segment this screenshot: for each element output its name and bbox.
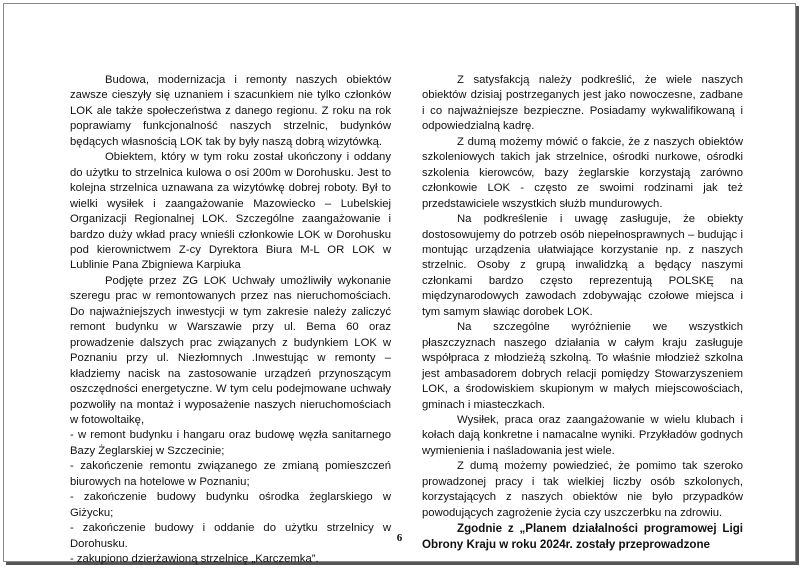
- paragraph: - zakończenie remontu związanego ze zmianą pomieszczeń biurowych na hotelowe w Poznaniu;: [70, 460, 391, 488]
- paragraph: - zakupiono dzierżawioną strzelnicę „Karczemka”.: [70, 553, 319, 566]
- paragraph: Na podkreślenie i uwagę zasługuje, że obiekty dostosowujemy do potrzeb osób niepełnosprawnych – budując i montując urządzenia ułatwiające korzystanie np. z naszych strzelnic. Osoby z grupą inwalidzką a będący naszymi członkami bardzo często reprezentują POLSKĘ na międzynarodowych zawodach zdobywając czołowe miejsca i tym samym sławiąc dorobek LOK.: [422, 213, 743, 318]
- page-frame: [3, 3, 796, 566]
- right-text-column: [422, 73, 743, 552]
- paragraph: Wysiłek, praca oraz zaangażowanie w wielu klubach i kołach dają konkretne i namacalne wyniki. Przykładów godnych wymienienia i naśladowania jest wiele.: [422, 413, 743, 457]
- paragraph: Zgodnie z „Planem działalności programowej Ligi Obrony Kraju w roku 2024r. zostały przeprowadzone: [422, 522, 743, 551]
- left-text-column: [70, 73, 391, 568]
- paragraph: Podjęte przez ZG LOK Uchwały umożliwiły wykonanie szeregu prac w remontowanych przez nas nieruchomościach. Do najważniejszych inwestycji w tym zakresie należy zaliczyć remont budynku w Warszawie przy ul. Bema 60 oraz prowadzenie dalszych prac związanych z budynkiem LOK w Poznaniu przy ul. Niezłomnych .Inwestując w remonty – kładziemy nacisk na zastosowanie urządzeń przynoszącym oszczędności energetyczne. W tym celu podejmowane uchwały pozwoliły na montaż i wyposażenie naszych nieruchomościach w fotowoltaikę,: [70, 274, 391, 426]
- paragraph: - w remont budynku i hangaru oraz budowę węzła sanitarnego Bazy Żeglarskiej w Szczecinie;: [70, 429, 391, 457]
- paragraph: - zakończenie budowy i oddanie do użytku strzelnicy w Dorohusku.: [70, 522, 391, 550]
- paragraph: Z dumą możemy mówić o fakcie, że z naszych obiektów szkoleniowych takich jak strzelnice, ośrodki nurkowe, ośrodki szkolenia kierowców, bazy żeglarskie korzystają zarówno członkowie LOK - często ze swoimi rodzinami jak też przedstawiciele wszystkich służb mundurowych.: [422, 135, 743, 210]
- paragraph: Budowa, modernizacja i remonty naszych obiektów zawsze cieszyły się uznaniem i szacunkiem nie tylko członków LOK ale także społeczeństwa z danego regionu. Z roku na rok poprawiamy funkcjonalność naszych strzelnic, budynków będących własnością LOK tak by były naszą dobrą wizytówką.: [70, 74, 391, 148]
- paragraph: Z dumą możemy powiedzieć, że pomimo tak szeroko prowadzonej pracy i tak wielkiej liczby osób szkolonych, korzystających z naszych obiektów nie było przypadków powodujących zagrożenie życia czy uszczerbku na zdrowiu.: [422, 460, 743, 519]
- paragraph: Obiektem, który w tym roku został ukończony i oddany do użytku to strzelnica kulowa o osi 200m w Dorohusku. Jest to kolejna strzelnica uznawana za wizytówkę dobrej roboty. Był to wielki wysiłek i zaangażowanie Mazowiecko – Lubelskiej Organizacji Regionalnej LOK. Szczególne zaangażowanie i bardzo duży wkład pracy wnieśli członkowie LOK w Dorohusku pod kierownictwem Z-cy Dyrektora Biura M-L OR LOK w Lublinie Pana Zbigniewa Karpiuka: [70, 151, 391, 272]
- paragraph: Z satysfakcją należy podkreślić, że wiele naszych obiektów dzisiaj postrzeganych jest jako nowoczesne, zadbane i co najważniejsze bezpieczne. Posiadamy wykwalifikowaną i odpowiedzialną kadrę.: [422, 74, 743, 133]
- paragraph: - zakończenie budowy budynku ośrodka żeglarskiego w Giżycku;: [70, 491, 391, 519]
- paragraph: Na szczególne wyróżnienie we wszystkich płaszczyznach naszego działania w całym kraju zasługuje współpraca z młodzieżą szkolną. To właśnie młodzież szkolna jest ambasadorem dobrych relacji pomiędzy Stowarzyszeniem LOK, a środowiskiem skupionym w małych miejscowościach, gminach i miasteczkach.: [422, 321, 743, 411]
- page-number: 6: [396, 532, 403, 544]
